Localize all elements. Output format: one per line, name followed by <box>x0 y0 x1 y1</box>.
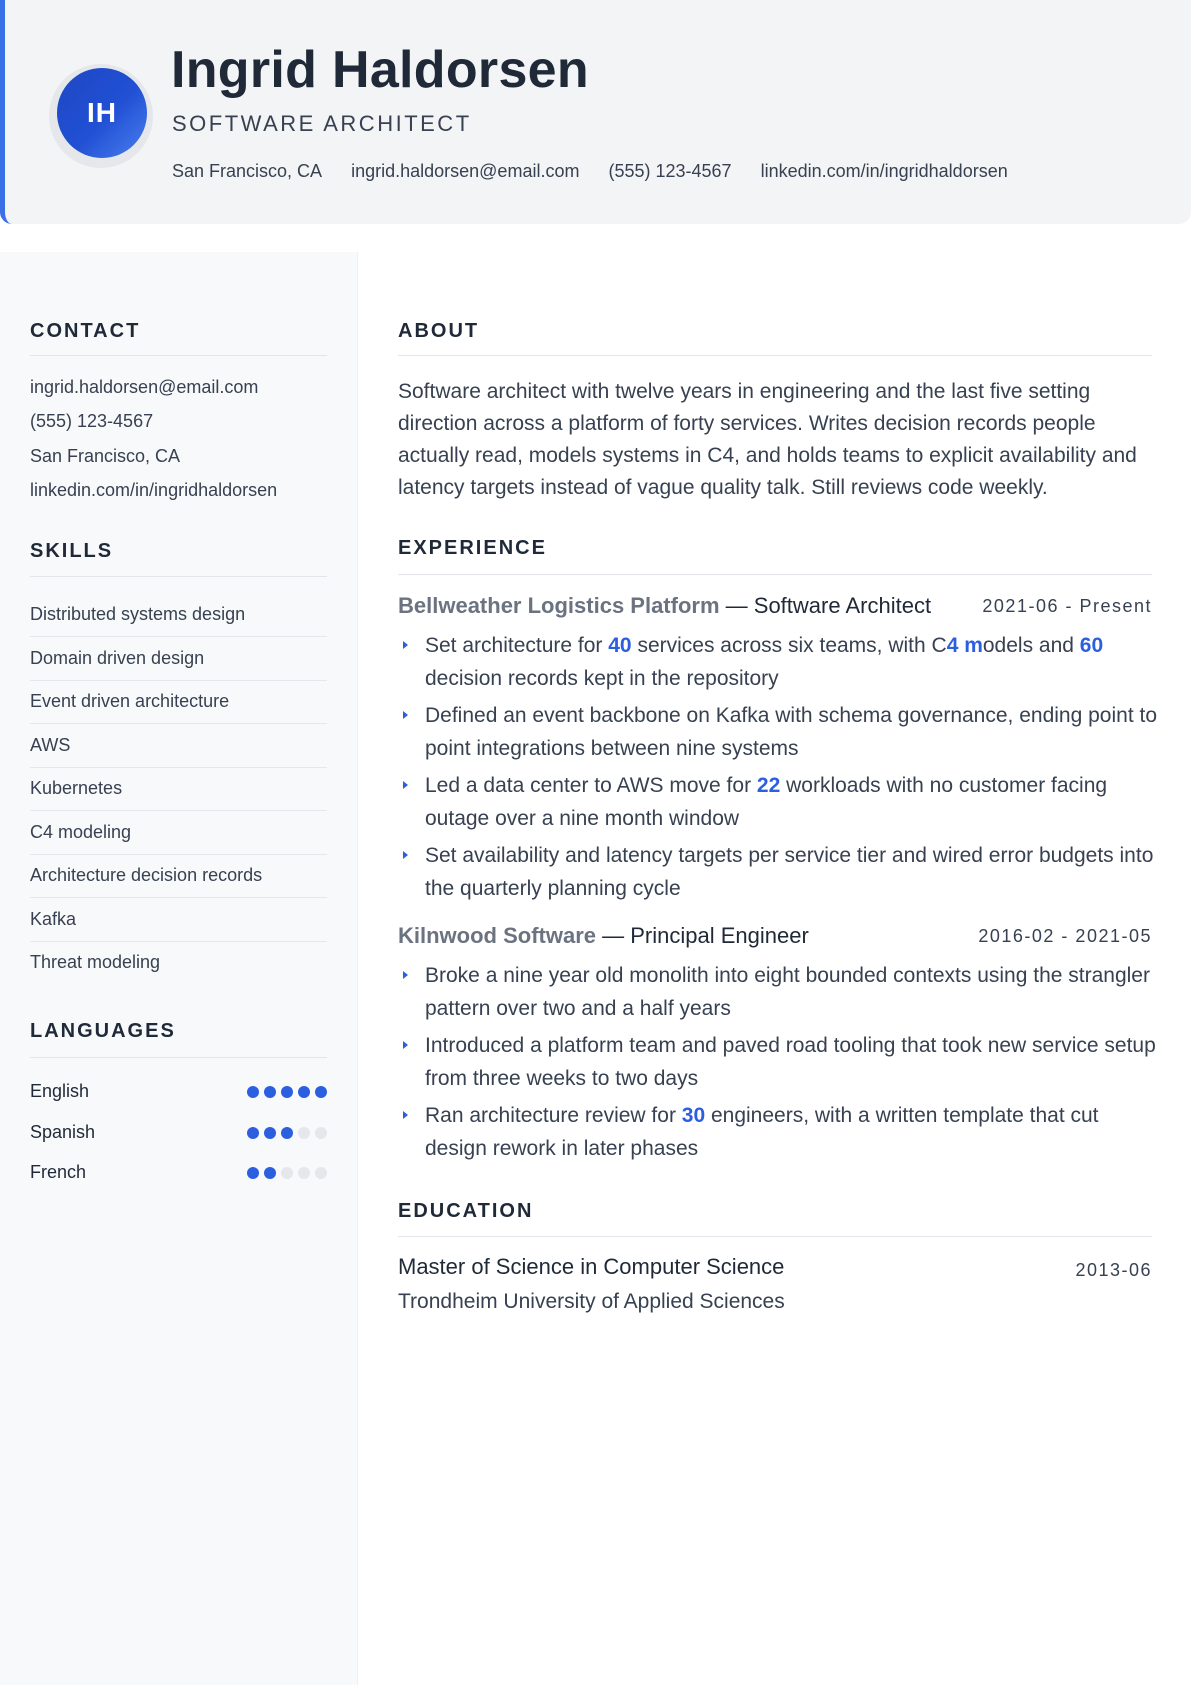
contact-divider <box>30 355 327 356</box>
level-dot-filled <box>264 1167 276 1179</box>
bullet-text: engineers, with a written template that cut design rework in later phases <box>425 1104 1105 1160</box>
job-bullets <box>398 629 1163 909</box>
experience-heading: EXPERIENCE <box>398 537 547 559</box>
contact-location: San Francisco, CA <box>30 446 181 466</box>
job-dates: 2016-02 - 2021-05 <box>978 926 1152 946</box>
bullet-text: decision records kept in the repository <box>425 634 1109 690</box>
skills-divider <box>30 576 327 577</box>
about-heading: ABOUT <box>398 320 480 342</box>
bullet-arrow-icon <box>403 851 408 859</box>
language-name: Spanish <box>30 1122 96 1142</box>
skill-item: Event driven architecture <box>30 681 327 724</box>
skill-item: Distributed systems design <box>30 594 327 637</box>
job-bullet <box>398 1099 1158 1165</box>
job-header <box>398 593 1152 623</box>
highlight-number: 4 m <box>946 634 983 657</box>
level-dot-filled <box>264 1086 276 1098</box>
level-dot-empty <box>315 1127 327 1139</box>
level-dot-empty <box>298 1167 310 1179</box>
level-dot-filled <box>264 1127 276 1139</box>
highlight-number: 22 <box>756 774 781 797</box>
skill-item: Domain driven design <box>30 638 327 681</box>
skills-heading: SKILLS <box>30 540 114 562</box>
skill-item: C4 modeling <box>30 812 327 855</box>
level-dot-filled <box>298 1086 310 1098</box>
level-dot-empty <box>298 1127 310 1139</box>
highlight-number: 60 <box>1079 634 1104 657</box>
header-phone: (555) 123-4567 <box>608 161 732 181</box>
skill-item: AWS <box>30 725 327 768</box>
job-company: Bellweather Logistics Platform <box>398 593 720 618</box>
level-dot-filled <box>247 1167 259 1179</box>
job-header <box>398 923 1152 953</box>
skill-item: Kafka <box>30 899 327 942</box>
bullet-arrow-icon <box>403 711 408 719</box>
level-dot-filled <box>281 1086 293 1098</box>
avatar: IH <box>57 68 147 158</box>
bullet-arrow-icon <box>403 1041 408 1049</box>
bullet-arrow-icon <box>403 971 408 979</box>
job-bullet <box>398 629 1158 695</box>
language-name: French <box>30 1162 87 1182</box>
job-bullet <box>398 839 1158 905</box>
contact-phone: (555) 123-4567 <box>30 411 154 431</box>
job-separator: — <box>719 593 754 618</box>
bullet-text: Broke a nine year old monolith into eight bounded contexts using the strangler pattern over two and a half years <box>425 964 1156 1020</box>
candidate-name: Ingrid Haldorsen <box>171 41 589 99</box>
education-school: Trondheim University of Applied Sciences <box>398 1290 785 1313</box>
contact-email: ingrid.haldorsen@email.com <box>30 377 259 397</box>
skill-item: Kubernetes <box>30 768 327 811</box>
bullet-text: Set availability and latency targets per service tier and wired error budgets into the quarterly planning cycle <box>425 844 1160 900</box>
language-row <box>30 1122 327 1152</box>
job-bullet <box>398 1029 1162 1095</box>
header-location: San Francisco, CA <box>172 161 323 181</box>
language-level-dots <box>247 1086 327 1098</box>
header-linkedin: linkedin.com/in/ingridhaldorsen <box>760 161 1008 181</box>
highlight-number: 30 <box>681 1104 706 1127</box>
bullet-arrow-icon <box>403 641 408 649</box>
language-level-dots <box>247 1167 327 1179</box>
bullet-text: workloads with no customer facing outage over a nine month window <box>425 774 1113 830</box>
job-bullet <box>398 699 1163 765</box>
job-dates: 2021-06 - Present <box>982 596 1152 616</box>
header-email: ingrid.haldorsen@email.com <box>351 161 580 181</box>
contact-heading: CONTACT <box>30 320 141 342</box>
education-date: 2013-06 <box>1075 1260 1152 1280</box>
resume-header <box>0 0 1191 224</box>
bullet-text: Ran architecture review for <box>425 1104 682 1127</box>
highlight-number: 40 <box>608 634 632 657</box>
education-degree: Master of Science in Computer Science <box>398 1254 785 1279</box>
bullet-text: Led a data center to AWS move for <box>425 774 757 797</box>
job-bullets <box>398 959 1162 1169</box>
level-dot-filled <box>247 1086 259 1098</box>
job-bullet <box>398 959 1158 1025</box>
level-dot-filled <box>281 1127 293 1139</box>
job-separator: — <box>596 923 631 948</box>
bullet-text: Defined an event backbone on Kafka with schema governance, ending point to point integrations between nine systems <box>425 704 1163 760</box>
job-role: Principal Engineer <box>630 923 809 948</box>
bullet-text: Introduced a platform team and paved road tooling that took new service setup from three weeks to two days <box>425 1034 1162 1090</box>
contact-linkedin: linkedin.com/in/ingridhaldorsen <box>30 480 278 500</box>
language-level-dots <box>247 1127 327 1139</box>
job-title: SOFTWARE ARCHITECT <box>172 111 472 136</box>
skill-item: Architecture decision records <box>30 855 327 898</box>
bullet-arrow-icon <box>403 781 408 789</box>
skill-item: Threat modeling <box>30 952 161 972</box>
job-bullet <box>398 769 1158 835</box>
level-dot-empty <box>315 1167 327 1179</box>
level-dot-filled <box>247 1127 259 1139</box>
languages-divider <box>30 1057 327 1058</box>
header-contact-line <box>172 161 1032 182</box>
level-dot-empty <box>281 1167 293 1179</box>
language-name: English <box>30 1081 90 1101</box>
bullet-text: odels and <box>982 634 1080 657</box>
experience-divider <box>398 574 1152 575</box>
language-row <box>30 1162 327 1192</box>
about-text: Software architect with twelve years in engineering and the last five setting direction across a platform of forty services. Writes decision records people actually read, models systems in C4, and holds teams to explicit availability and latency targets instead of vague quality talk. Still reviews code weekly. <box>398 380 1137 499</box>
languages-heading: LANGUAGES <box>30 1020 176 1042</box>
language-row <box>30 1081 327 1111</box>
education-heading: EDUCATION <box>398 1200 534 1222</box>
bullet-arrow-icon <box>403 1111 408 1119</box>
job-company: Kilnwood Software <box>398 923 596 948</box>
about-divider <box>398 355 1152 356</box>
education-divider <box>398 1236 1152 1237</box>
job-role: Software Architect <box>753 593 932 618</box>
bullet-text: services across six teams, with C <box>631 634 947 657</box>
bullet-text: Set architecture for <box>425 634 609 657</box>
level-dot-filled <box>315 1086 327 1098</box>
